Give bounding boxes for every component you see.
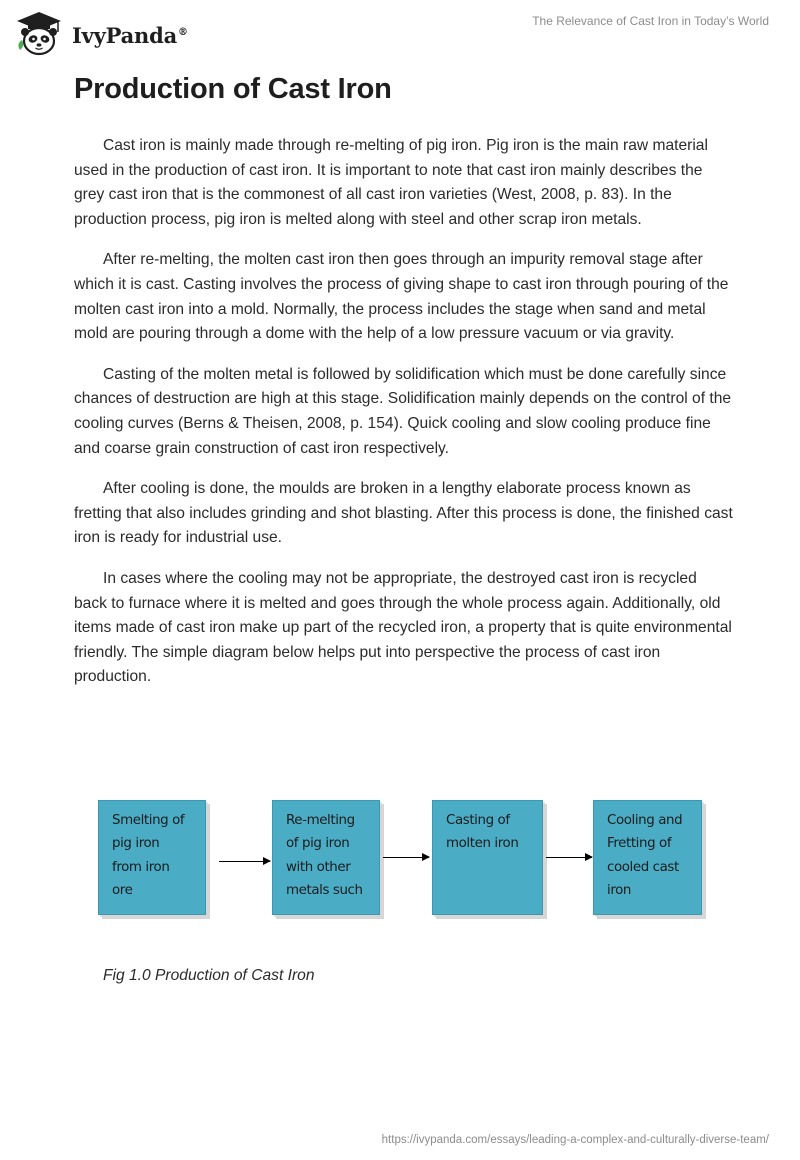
- article-paragraph: After re-melting, the molten cast iron then goes through an impurity removal stage after which it is cast. Casting involves the process of giving shape to cast iron through pouring of the molten cast iron into a mold. Normally, the process includes the stage when sand and metal mold are pouring through a dome with the help of a low pressure vacuum or via gravity.: [74, 251, 729, 343]
- registered-mark: ®: [178, 26, 188, 38]
- flow-arrow: [219, 861, 270, 862]
- brand-name: IvyPanda®: [72, 22, 188, 48]
- flow-step-smelting: [98, 800, 206, 915]
- panda-graduate-icon: [14, 10, 64, 56]
- flow-step-label: Casting of molten iron: [446, 813, 519, 852]
- flow-step-label: Re-melting of pig iron with other metals such: [286, 813, 363, 898]
- article-paragraph: Casting of the molten metal is followed by solidification which must be done carefully since chances of destruction are high at this stage. Solidification mainly depends on the control of the cooling curves (Berns & Theisen, 2008, p. 154). Quick cooling and slow cooling produce fine and coarse grain construction of cast iron respectively.: [74, 365, 732, 457]
- flow-arrow: [546, 857, 592, 858]
- source-url[interactable]: https://ivypanda.com/essays/leading-a-complex-and-culturally-diverse-team/: [381, 1134, 769, 1146]
- process-flow-diagram: [98, 800, 710, 920]
- brand-logo[interactable]: [14, 10, 188, 56]
- flow-arrow: [383, 857, 429, 858]
- document-title: The Relevance of Cast Iron in Today’s World: [532, 14, 769, 28]
- article-paragraph: Cast iron is mainly made through re-melting of pig iron. Pig iron is the main raw material used in the production of cast iron. It is important to note that cast iron mainly describes the grey cast iron that is the commonest of all cast iron varieties (West, 2008, p. 83). In the production process, pig iron is melted along with steel and other scrap iron metals.: [74, 137, 708, 228]
- flow-step-label: Cooling and Fretting of cooled cast iron: [607, 813, 683, 898]
- page-header: [0, 0, 800, 64]
- article-paragraph: After cooling is done, the moulds are broken in a lengthy elaborate process known as fretting that also includes grinding and shot blasting. After this process is done, the finished cast iron is ready for industrial use.: [74, 480, 733, 547]
- article-paragraph: In cases where the cooling may not be appropriate, the destroyed cast iron is recycled back to furnace where it is melted and goes through the whole process again. Additionally, old items made of cast iron make up part of the recycled iron, a property that is quite environmental friendly. The simple diagram below helps put into perspective the process of cast iron production.: [74, 569, 732, 686]
- page-title: Production of Cast Iron: [74, 73, 392, 105]
- figure-caption: Fig 1.0 Production of Cast Iron: [103, 967, 315, 984]
- flow-step-cooling: [593, 800, 702, 915]
- flow-step-casting: [432, 800, 543, 915]
- flow-step-label: Smelting of pig iron from iron ore: [112, 813, 185, 898]
- flow-step-remelting: [272, 800, 380, 915]
- article-body: [74, 134, 734, 706]
